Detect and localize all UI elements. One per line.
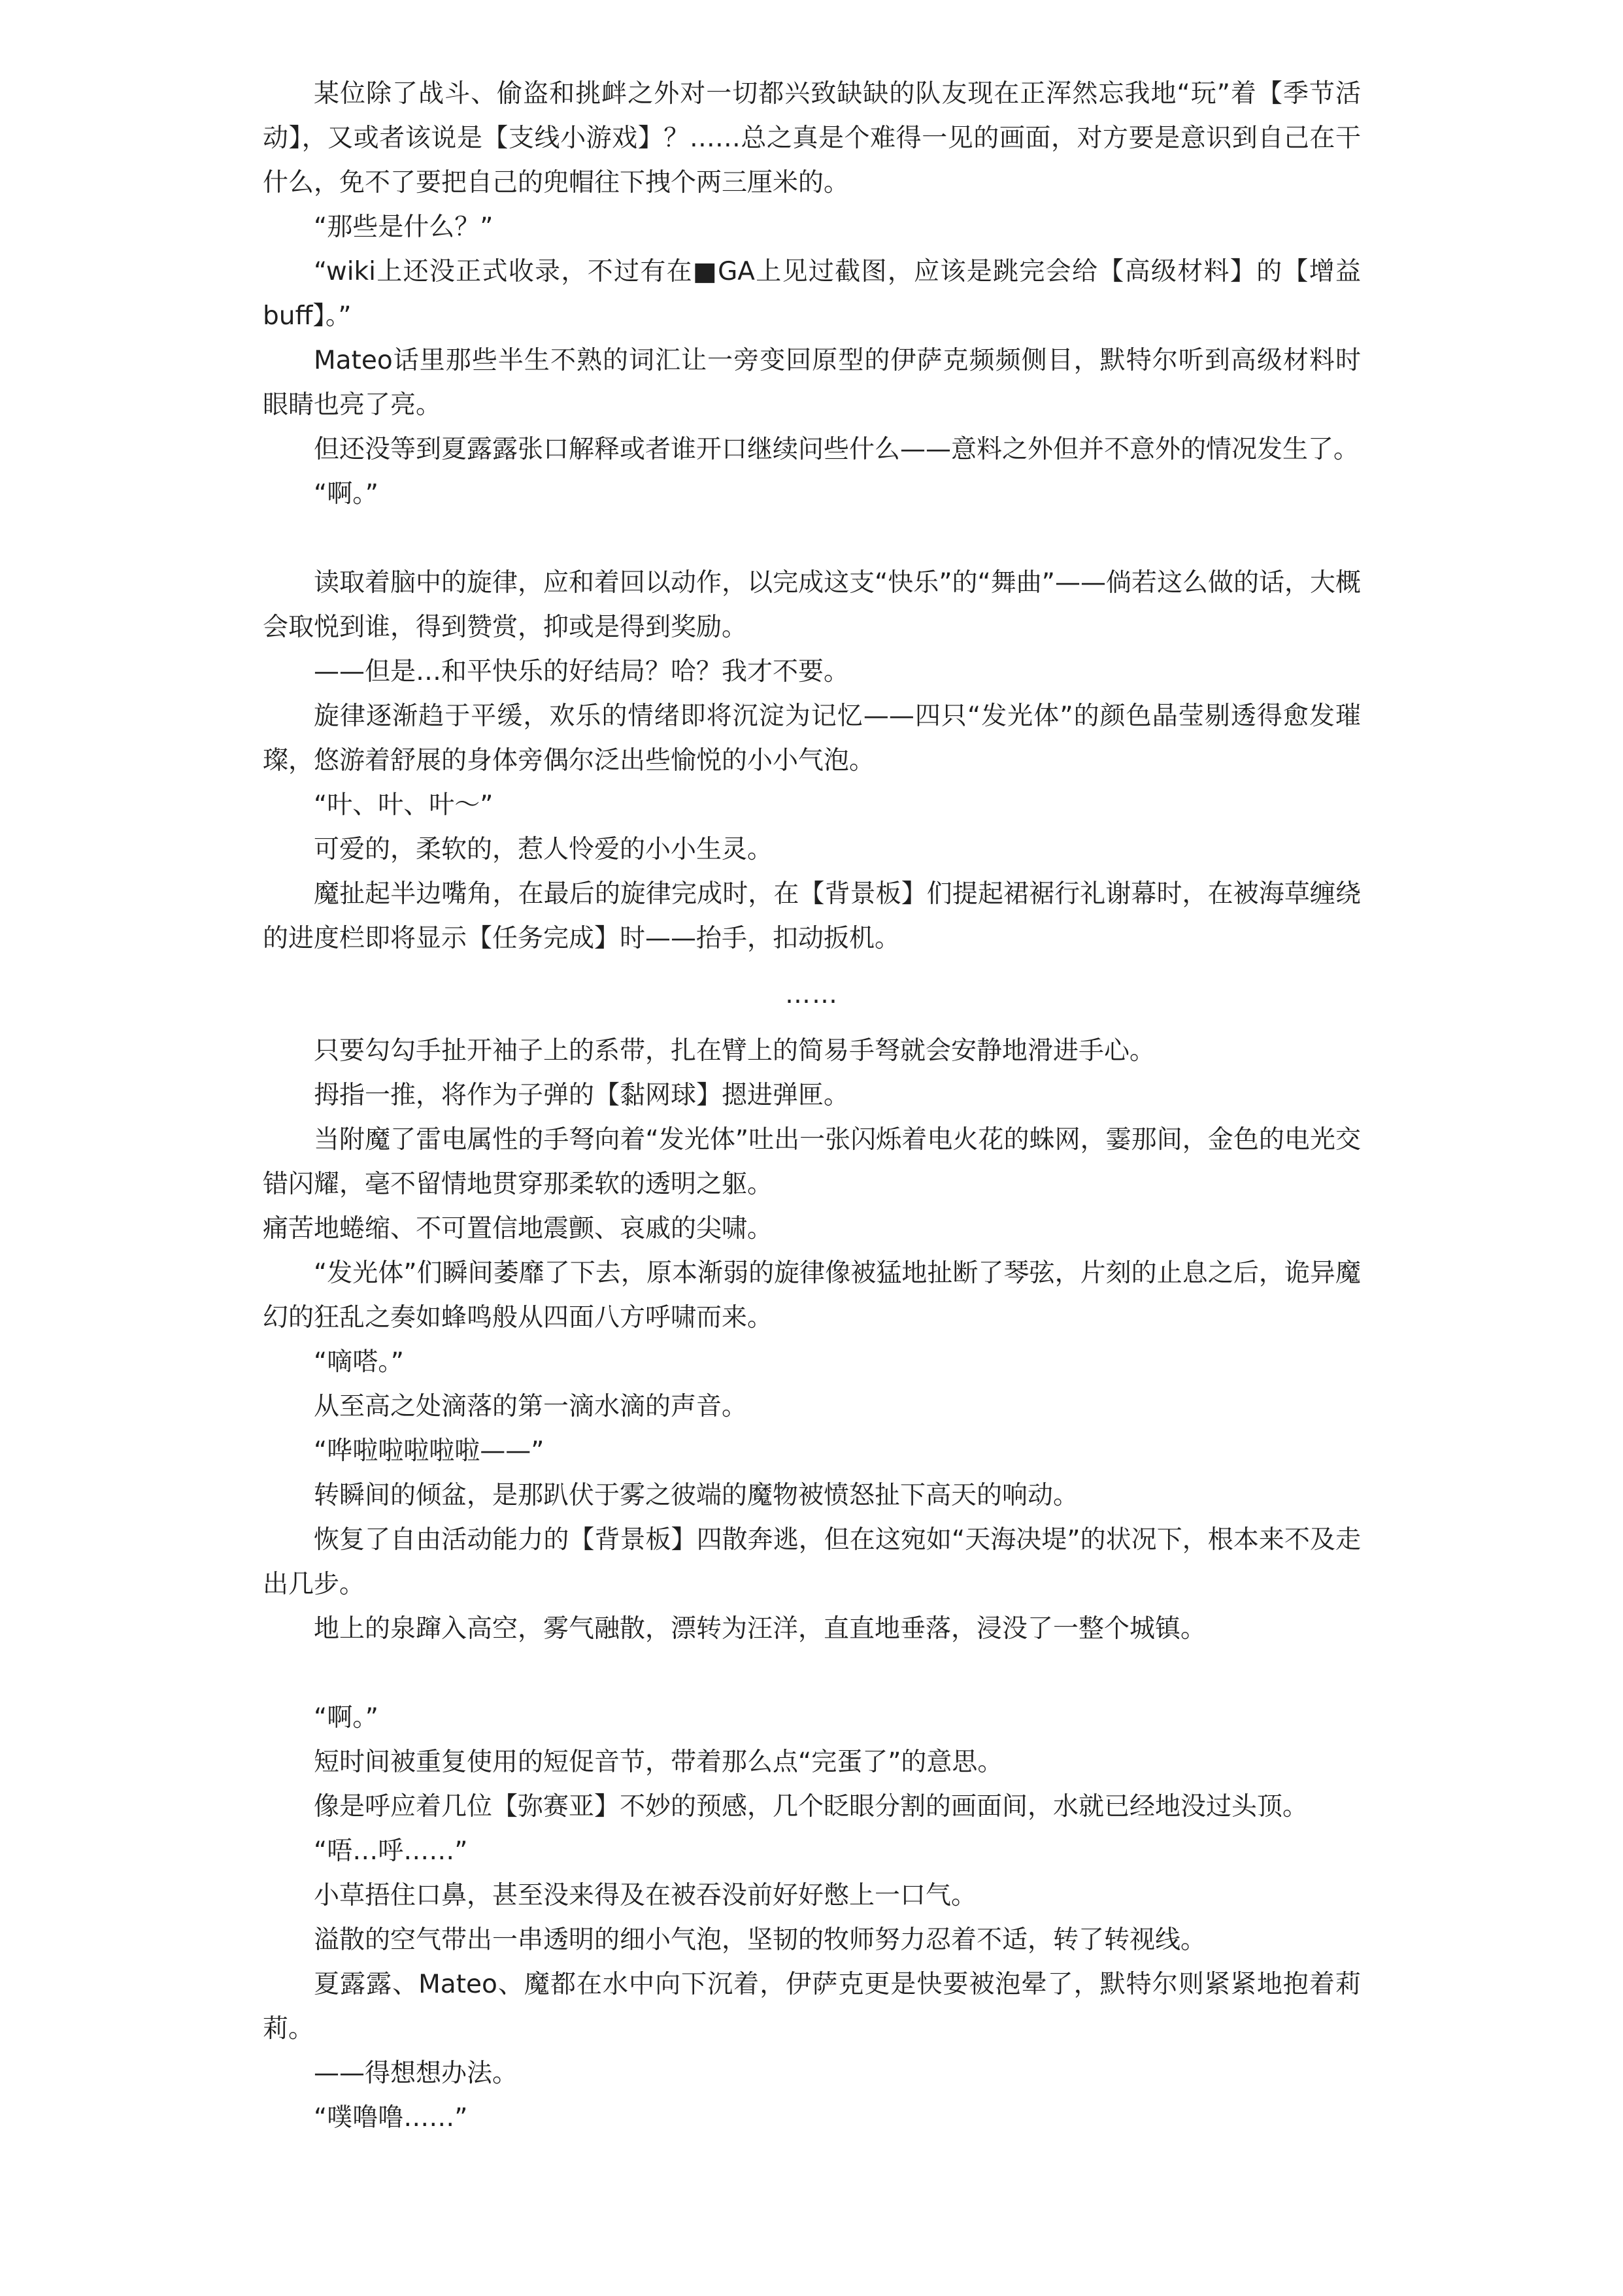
- paragraph: 痛苦地蜷缩、不可置信地震颤、哀戚的尖啸。: [263, 1214, 773, 1243]
- paragraph: “唔…呼……”: [314, 1836, 468, 1866]
- paragraph: “哗啦啦啦啦啦——”: [314, 1436, 544, 1466]
- paragraph: 夏露露、Mateo、魔都在水中向下沉着，伊萨克更是快要被泡晕了，默特尔则紧紧地抱着莉莉。: [263, 1970, 1361, 2044]
- paragraph: 拇指一推，将作为子弹的【黏网球】摁进弹匣。: [314, 1081, 850, 1110]
- document-body: [263, 72, 1361, 2140]
- paragraph: 但还没等到夏露露张口解释或者谁开口继续问些什么——意料之外但并不意外的情况发生了。: [314, 435, 1360, 464]
- paragraph-spacer: [263, 1651, 1361, 1696]
- paragraph: “啊。”: [314, 479, 378, 509]
- paragraph: Mateo话里那些半生不熟的词汇让一旁变回原型的伊萨克频频侧目，默特尔听到高级材料时眼睛也亮了亮。: [263, 346, 1361, 420]
- paragraph: “叶、叶、叶～”: [314, 790, 494, 820]
- paragraph: 小草捂住口鼻，甚至没来得及在被吞没前好好憋上一口气。: [314, 1881, 977, 1910]
- paragraph-spacer: [263, 516, 1361, 561]
- paragraph: “啊。”: [314, 1703, 378, 1732]
- paragraph: “嘀嗒。”: [314, 1347, 404, 1377]
- paragraph: 恢复了自由活动能力的【背景板】四散奔逃，但在这宛如“天海决堤”的状况下，根本来不及走出几步。: [263, 1525, 1361, 1599]
- paragraph: 溢散的空气带出一串透明的细小气泡，坚韧的牧师努力忍着不适，转了转视线。: [314, 1925, 1207, 1955]
- paragraph: 读取着脑中的旋律，应和着回以动作，以完成这支“快乐”的“舞曲”——倘若这么做的话，大概会取悦到谁，得到赞赏，抑或是得到奖励。: [263, 568, 1361, 642]
- paragraph: 魔扯起半边嘴角，在最后的旋律完成时，在【背景板】们提起裙裾行礼谢幕时，在被海草缠绕的进度栏即将显示【任务完成】时——抬手，扣动扳机。: [263, 879, 1361, 953]
- paragraph: 只要勾勾手扯开袖子上的系带，扎在臂上的简易手弩就会安静地滑进手心。: [314, 1036, 1156, 1066]
- paragraph: 地上的泉蹿入高空，雾气融散，漂转为汪洋，直直地垂落，浸没了一整个城镇。: [314, 1614, 1207, 1644]
- paragraph: ——但是…和平快乐的好结局？哈？我才不要。: [314, 657, 850, 686]
- paragraph: 短时间被重复使用的短促音节，带着那么点“完蛋了”的意思。: [314, 1747, 1003, 1777]
- paragraph: “wiki上还没正式收录，不过有在■GA上见过截图，应该是跳完会给【高级材料】的【增益buff】。”: [263, 257, 1361, 331]
- paragraph: 转瞬间的倾盆，是那趴伏于雾之彼端的魔物被愤怒扯下高天的响动。: [314, 1481, 1079, 1510]
- paragraph: “那些是什么？”: [314, 212, 494, 242]
- paragraph: 旋律逐渐趋于平缓，欢乐的情绪即将沉淀为记忆——四只“发光体”的颜色晶莹剔透得愈发璀璨，悠游着舒展的身体旁偶尔泛出些愉悦的小小气泡。: [263, 701, 1361, 775]
- paragraph: 可爱的，柔软的，惹人怜爱的小小生灵。: [314, 835, 773, 864]
- paragraph: “发光体”们瞬间萎靡了下去，原本渐弱的旋律像被猛地扯断了琴弦，片刻的止息之后，诡异魔幻的狂乱之奏如蜂鸣般从四面八方呼啸而来。: [263, 1258, 1361, 1332]
- paragraph: 像是呼应着几位【弥赛亚】不妙的预感，几个眨眼分割的画面间，水就已经地没过头顶。: [314, 1792, 1309, 1821]
- paragraph: 当附魔了雷电属性的手弩向着“发光体”吐出一张闪烁着电火花的蛛网，霎那间，金色的电光交错闪耀，毫不留情地贯穿那柔软的透明之躯。: [263, 1125, 1361, 1199]
- section-break: ……: [785, 980, 839, 1009]
- paragraph: 某位除了战斗、偷盗和挑衅之外对一切都兴致缺缺的队友现在正浑然忘我地“玩”着【季节活动】，又或者该说是【支线小游戏】？……总之真是个难得一见的画面，对方要是意识到自己在干什么，免不了要把自己的兜帽往下拽个两三厘米的。: [263, 79, 1361, 197]
- paragraph: ——得想想办法。: [314, 2059, 518, 2088]
- paragraph: 从至高之处滴落的第一滴水滴的声音。: [314, 1392, 748, 1421]
- paragraph: “噗噜噜……”: [314, 2103, 468, 2133]
